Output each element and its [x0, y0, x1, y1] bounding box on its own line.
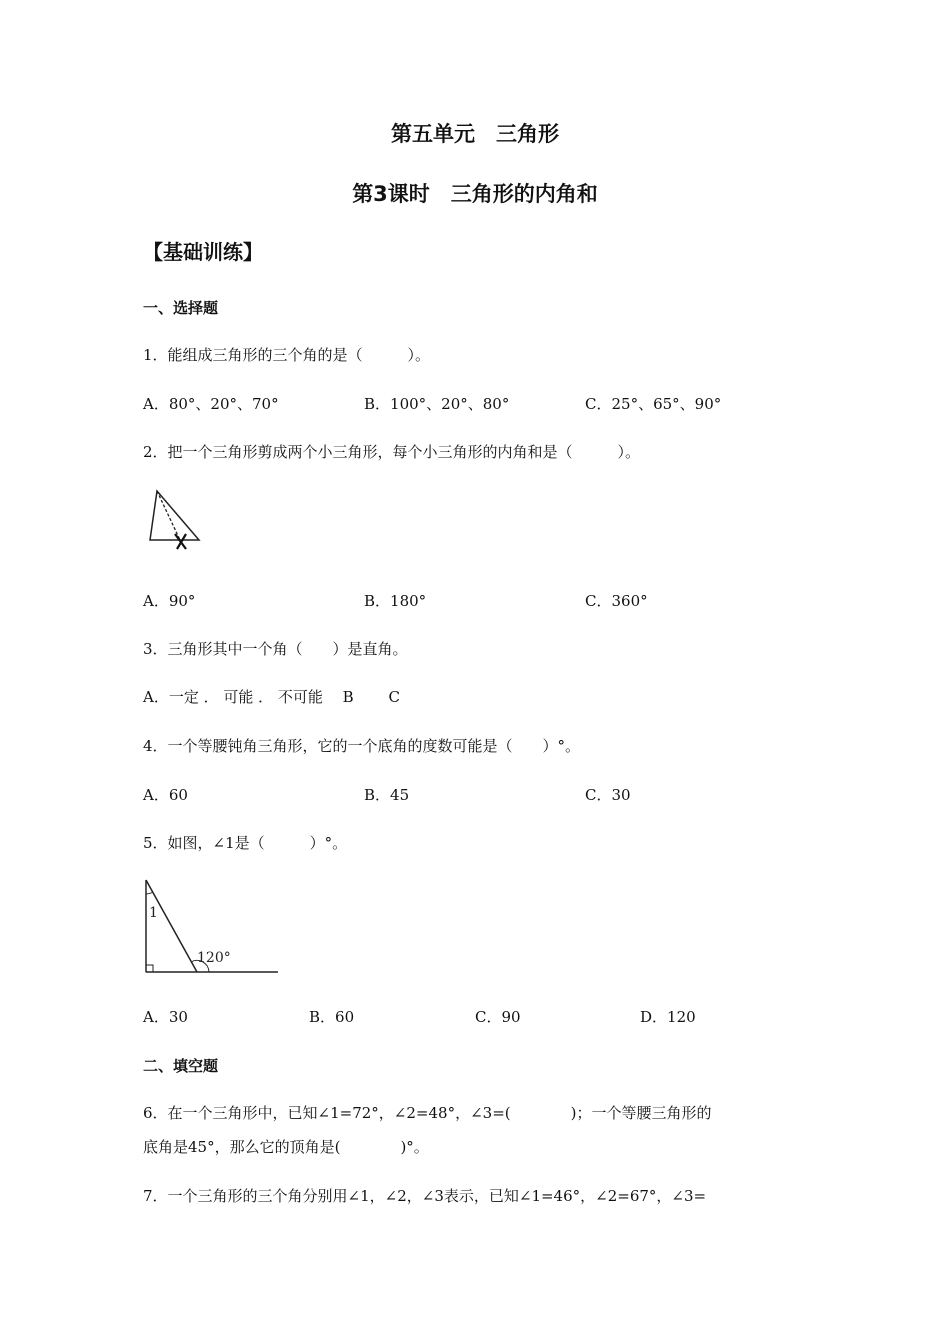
question-1-option-b: B．100°、20°、80° — [364, 395, 510, 413]
part2-heading: 二、填空题 — [143, 1057, 219, 1075]
hypotenuse — [146, 880, 197, 972]
question-2-option-b: B．180° — [364, 592, 427, 610]
right-angle-mark — [146, 965, 153, 972]
question-1-stem: 1．能组成三角形的三个角的是（ ）。 — [143, 346, 431, 364]
angle-1-arc — [146, 892, 153, 894]
cut-triangle-shape — [150, 491, 199, 540]
section-label: 【基础训练】 — [143, 240, 263, 264]
question-2-stem: 2．把一个三角形剪成两个小三角形，每个小三角形的内角和是（ ）。 — [143, 443, 641, 461]
question-7-line-1: 7．一个三角形的三个角分别用∠1，∠2，∠3表示，已知∠1=46°，∠2=67°，∠3= — [143, 1187, 707, 1205]
part1-heading: 一、选择题 — [143, 299, 219, 317]
question-5-option-b: B．60 — [309, 1008, 355, 1026]
question-2-figure — [140, 485, 210, 555]
question-4-option-c: C．30 — [585, 786, 631, 804]
question-5-option-c: C．90 — [475, 1008, 521, 1026]
unit-title: 第五单元 三角形 — [391, 122, 559, 146]
cut-line — [157, 491, 180, 540]
question-2-option-c: C．360° — [585, 592, 648, 610]
question-6-line-2: 底角是45°，那么它的顶角是( )°。 — [143, 1138, 429, 1156]
question-5-stem: 5．如图，∠1是（ ）°。 — [143, 834, 348, 852]
question-6-line-1: 6．在一个三角形中，已知∠1=72°，∠2=48°，∠3=( )；一个等腰三角形的 — [143, 1104, 712, 1122]
question-1-option-c: C．25°、65°、90° — [585, 395, 722, 413]
question-5-option-a: A．30 — [143, 1008, 188, 1026]
question-5-option-d: D．120 — [640, 1008, 696, 1026]
question-3-stem: 3．三角形其中一个角（ ）是直角。 — [143, 640, 408, 658]
question-4-stem: 4．一个等腰钝角三角形，它的一个底角的度数可能是（ ）°。 — [143, 737, 581, 755]
question-1-option-a: A．80°、20°、70° — [143, 395, 279, 413]
question-2-option-a: A．90° — [143, 592, 196, 610]
question-3-options: A．一定 ． 可能 ． 不可能 B C — [143, 688, 400, 706]
scissors-icon — [175, 534, 186, 549]
angle-1-label: 1 — [149, 905, 158, 921]
exterior-angle-label: 120° — [197, 950, 231, 966]
question-5-figure — [140, 870, 285, 980]
question-4-option-a: A．60 — [143, 786, 188, 804]
lesson-title: 第3课时 三角形的内角和 — [352, 182, 598, 206]
question-4-option-b: B．45 — [364, 786, 410, 804]
